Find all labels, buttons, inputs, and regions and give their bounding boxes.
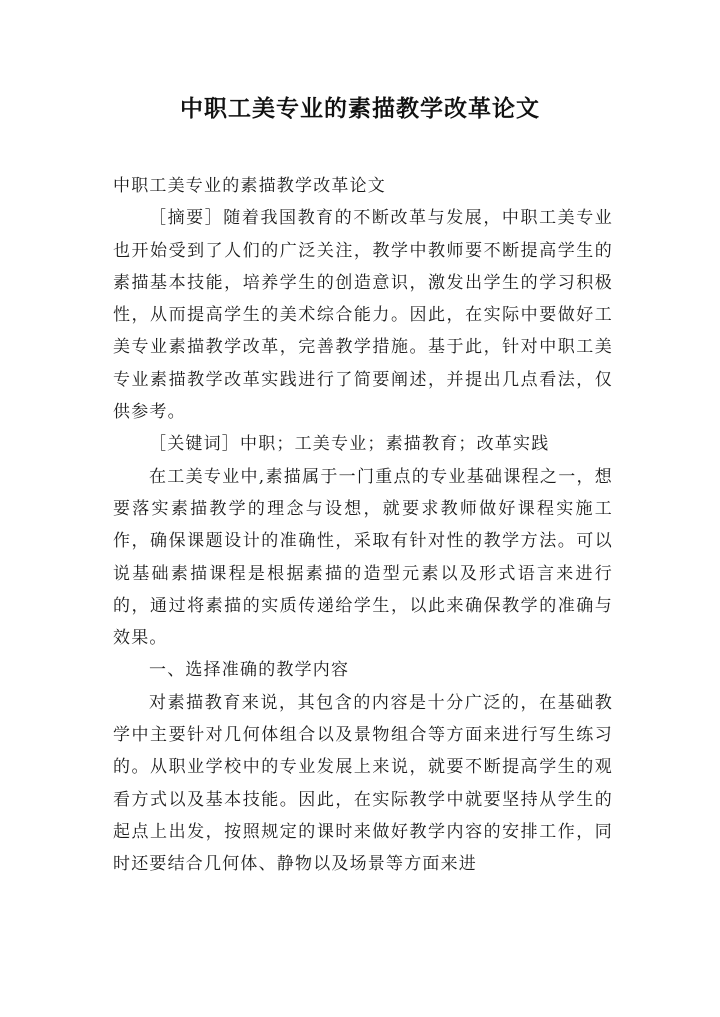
section-paragraph: 对素描教育来说，其包含的内容是十分广泛的，在基础教学中主要针对几何体组合以及景物组合等方面来进行写生练习的。从职业学校中的专业发展上来说，就要不断提高学生的观看方式以及基本技能。因此，在实际教学中就要坚持从学生的起点上出发，按照规定的课时来做好教学内容的安排工作，同时还要结合几何体、静物以及场景等方面来进: [113, 692, 613, 875]
intro-paragraph: 在工美专业中,素描属于一门重点的专业基础课程之一，想要落实素描教学的理念与设想，就要求教师做好课程实施工作，确保课题设计的准确性，采取有针对性的教学方法。可以说基础素描课程是根据素描的造型元素以及形式语言来进行的，通过将素描的实质传递给学生，以此来确保教学的准确与效果。: [113, 466, 613, 649]
abstract-paragraph: ［摘要］随着我国教育的不断改革与发展，中职工美专业也开始受到了人们的广泛关注，教学中教师要不断提高学生的素描基本技能，培养学生的创造意识，激发出学生的学习积极性，从而提高学生的美术综合能力。因此，在实际中要做好工美专业素描教学改革，完善教学措施。基于此，针对中职工美专业素描教学改革实践进行了简要阐述，并提出几点看法，仅供参考。: [113, 208, 613, 423]
keywords-paragraph: ［关键词］中职；工美专业；素描教育；改革实践: [149, 434, 550, 455]
section-heading: 一、选择准确的教学内容: [149, 660, 350, 681]
document-subtitle: 中职工美专业的素描教学改革论文: [113, 176, 386, 196]
document-body: [113, 170, 613, 881]
document-title: 中职工美专业的素描教学改革论文: [180, 95, 540, 122]
